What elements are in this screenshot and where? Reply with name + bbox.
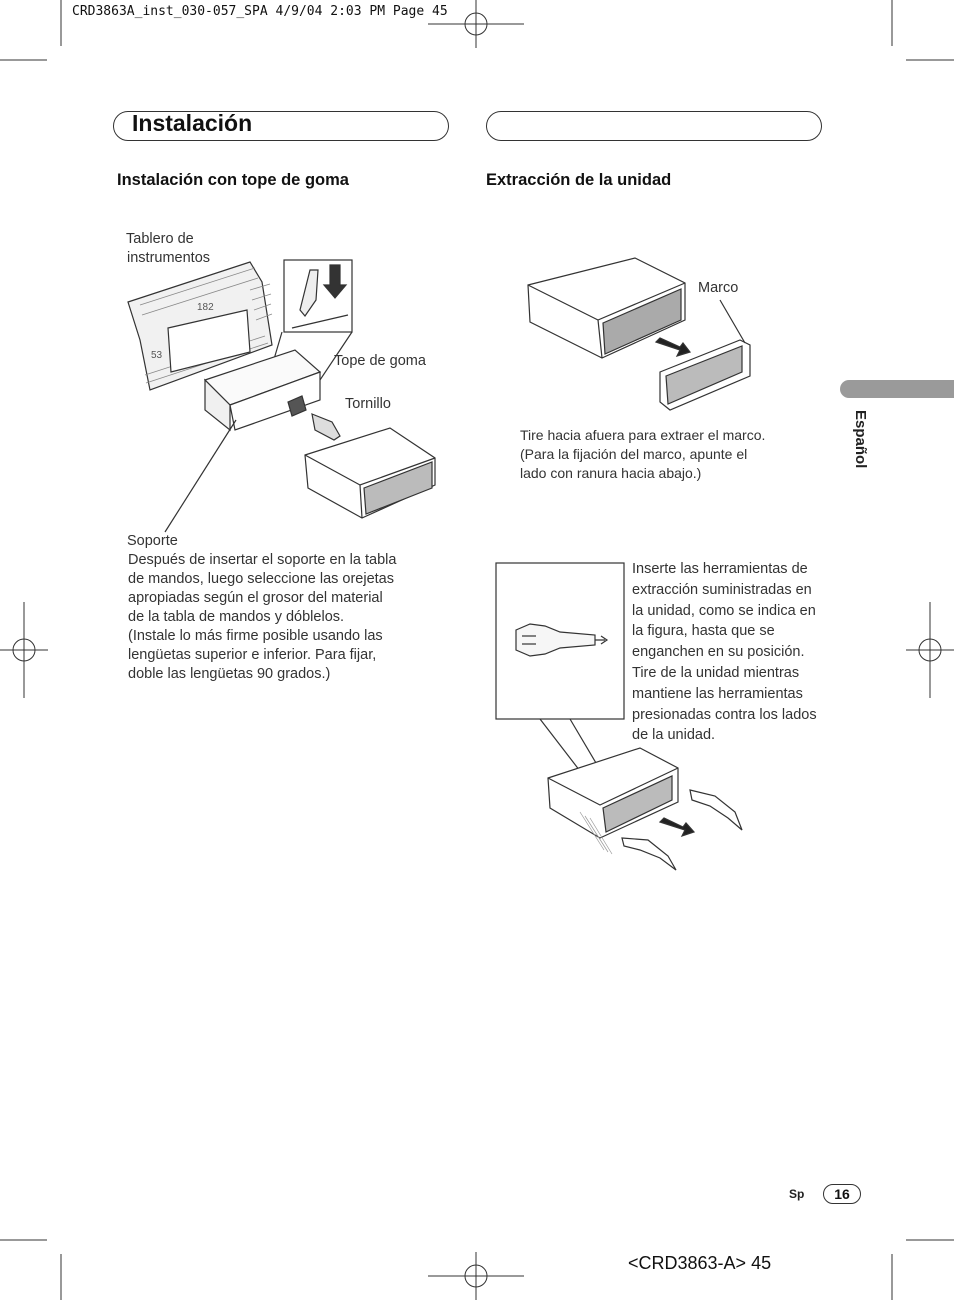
dashboard-label-line1: Tablero de xyxy=(126,231,194,247)
sleeve-description-line: Después de insertar el soporte en la tabla xyxy=(128,552,397,568)
language-tab-label: Español xyxy=(852,410,869,469)
tool-note-line: enganchen en su posición. xyxy=(632,644,805,661)
frame-note xyxy=(520,426,765,483)
sleeve-description-line: apropiadas según el grosor del material xyxy=(128,590,383,606)
tool-note-line: Tire de la unidad mientras xyxy=(632,664,800,681)
sleeve-description-line: (Instale lo más firme posible usando las xyxy=(128,628,383,644)
section-title-frame-right xyxy=(486,111,822,141)
rubber-stop-heading: Instalación con tope de goma xyxy=(117,171,349,189)
dashboard-label-line2: instrumentos xyxy=(127,250,211,266)
dimension-height-label: 53 xyxy=(151,350,163,361)
footer-model-code: <CRD3863-A> 45 xyxy=(628,1253,772,1273)
sleeve-label: Soporte xyxy=(127,533,178,549)
sleeve-description-line: de la tabla de mandos y dóblelos. xyxy=(128,609,345,625)
tool-note-line: la figura, hasta que se xyxy=(632,623,775,640)
frame-note-line: lado con ranura hacia abajo.) xyxy=(520,465,702,481)
screw-label: Tornillo xyxy=(345,396,391,412)
frame-label: Marco xyxy=(698,280,739,296)
tool-note-line: extracción suministradas en xyxy=(632,581,812,598)
sleeve-description-line: doble las lengüetas 90 grados.) xyxy=(128,666,331,682)
print-header: CRD3863A_inst_030-057_SPA 4/9/04 2:03 PM Page 45 xyxy=(72,4,448,19)
tool-note-line: la unidad, como se indica en xyxy=(632,602,816,619)
tool-note-line: de la unidad. xyxy=(632,727,716,744)
sleeve-description-line: de mandos, luego seleccione las orejetas xyxy=(128,571,394,587)
page-title: Instalación xyxy=(132,110,253,136)
sleeve-description-line: lengüetas superior e inferior. Para fijar, xyxy=(128,647,377,663)
language-tab xyxy=(840,380,954,398)
page-number: 16 xyxy=(823,1184,861,1204)
sleeve-description xyxy=(128,551,396,684)
frame-note-line: (Para la fijación del marco, apunte el xyxy=(520,446,748,462)
unit-removal-heading: Extracción de la unidad xyxy=(486,171,672,189)
tool-note xyxy=(632,559,817,746)
tool-note-line: Inserte las herramientas de xyxy=(632,561,808,577)
tool-note-line: presionadas contra los lados xyxy=(632,706,817,723)
dimension-width-label: 182 xyxy=(197,302,214,313)
frame-note-line: Tire hacia afuera para extraer el marco. xyxy=(520,427,766,443)
rubber-stop-label: Tope de goma xyxy=(334,353,426,369)
tool-note-line: mantiene las herramientas xyxy=(632,685,803,702)
page-language-code: Sp xyxy=(789,1187,805,1201)
